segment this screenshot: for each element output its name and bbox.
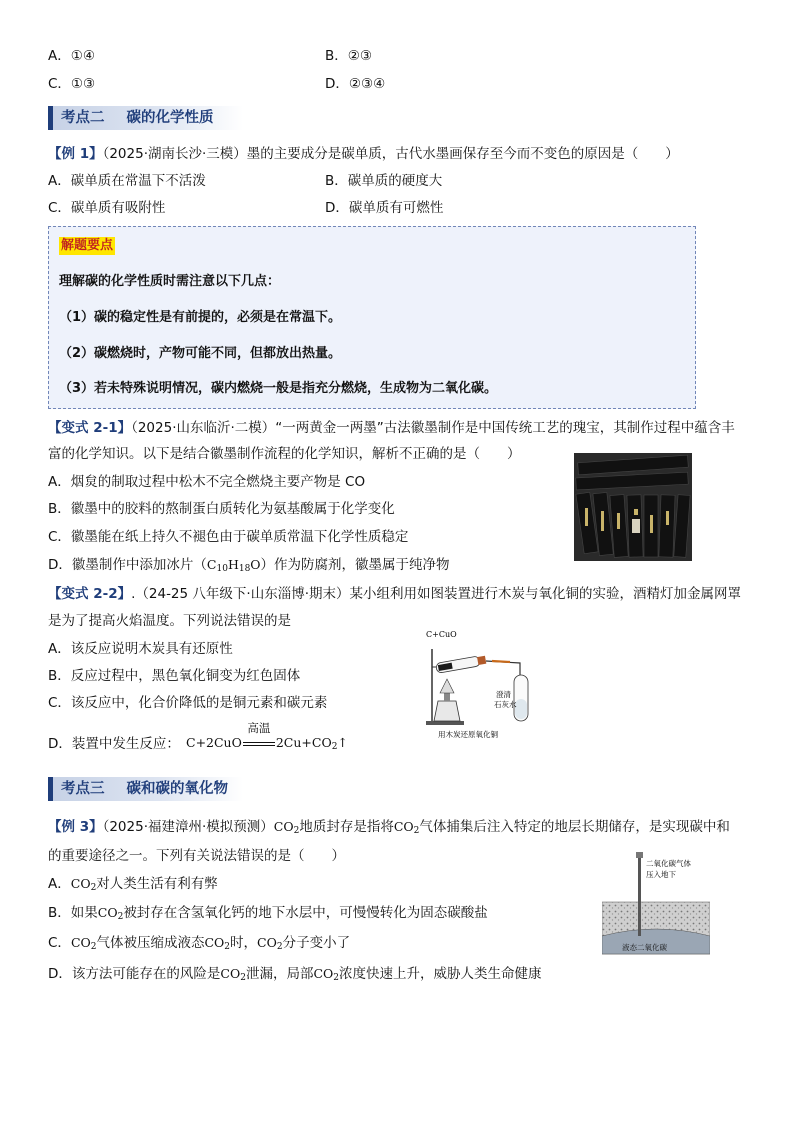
- option-c: C．①③: [48, 76, 96, 92]
- fig-label-reactants: C+CuO: [426, 630, 457, 639]
- example1-option-d: D．碳单质有可燃性: [325, 200, 444, 216]
- variant-tag: 【变式 2-2】: [48, 586, 132, 602]
- fig-label-limewater-1: 澄清: [496, 690, 511, 699]
- reaction-equation: C+2CuO 高温 $2Cu+CO_2↑$: [186, 733, 348, 757]
- tips-box: [48, 226, 696, 409]
- option-a: A．①④: [48, 48, 95, 64]
- var22-option-a: A．该反应说明木炭具有还原性: [48, 641, 233, 657]
- section-header-3: [48, 777, 243, 801]
- gas-arrow: ↑: [337, 735, 348, 750]
- var22-stem-line2: 是为了提高火焰温度。下列说法错误的是: [48, 613, 291, 629]
- section-header-2: [48, 106, 243, 130]
- fig-label-limewater-2: 石灰水: [494, 700, 517, 709]
- section-number: 考点三: [61, 781, 105, 797]
- var22-stem-line1: 【变式 2-2】.（24-25 八年级下·山东淄博·期末）某小组利用如图装置进行木炭与氧化铜的实验，酒精灯加金属网罩: [48, 586, 741, 602]
- option-d: D．②③④: [325, 76, 386, 92]
- var21-stem-line2: 富的化学知识。以下是结合徽墨制作流程的化学知识，解析不正确的是（ ）: [48, 446, 521, 462]
- example-tag: 【例 3】: [48, 819, 103, 835]
- co2-storage-figure: [602, 850, 710, 956]
- tips-point-3: （3）若未特殊说明情况，碳内燃烧一般是指充分燃烧，生成物为二氧化碳。: [59, 381, 498, 396]
- var21-stem-line1: 【变式 2-1】（2025·山东临沂·二模）“一两黄金一两墨”古法徽墨制作是中国传统工艺的瑰宝，其制作过程中蕴含丰: [48, 420, 735, 436]
- section-number: 考点二: [61, 110, 105, 126]
- var21-option-d: D．徽墨制作中添加冰片$(C_{10}H_{18}O)$作为防腐剂，徽墨属于纯净物: [48, 557, 450, 574]
- example3-option-a: A．$CO_2$对人类生活有利有弊: [48, 876, 218, 893]
- tips-intro: 理解碳的化学性质时需注意以下几点：: [59, 274, 281, 289]
- var22-option-c: C．该反应中，化合价降低的是铜元素和碳元素: [48, 695, 328, 711]
- example3-option-b: B．如果$CO_2$被封存在含氢氧化钙的地下水层中，可慢慢转化为固态碳酸盐: [48, 905, 488, 922]
- section-title: 碳和碳的氧化物: [126, 781, 228, 797]
- tips-point-2: （2）碳燃烧时，产物可能不同，但都放出热量。: [59, 346, 342, 361]
- fig-label-gas: 二氧化碳气体: [646, 859, 691, 868]
- tips-point-1: （1）碳的稳定性是有前提的，必须是在常温下。: [59, 310, 342, 325]
- var21-option-a: A．烟炱的制取过程中松木不完全燃烧主要产物是 CO: [48, 474, 366, 490]
- var21-option-b: B．徽墨中的胶料的熬制蛋白质转化为氨基酸属于化学变化: [48, 501, 395, 517]
- fig-caption: 用木炭还原氧化铜: [438, 730, 498, 739]
- option-b: B．②③: [325, 48, 372, 64]
- ink-sticks-image: [574, 453, 692, 561]
- fig-label-inject: 压入地下: [646, 870, 676, 879]
- apparatus-figure: [420, 625, 550, 741]
- section-title: 碳的化学性质: [126, 110, 214, 126]
- example1-option-c: C．碳单质有吸附性: [48, 200, 166, 216]
- example3-stem-line2: 的重要途径之一。下列有关说法错误的是（ ）: [48, 848, 345, 864]
- example1-option-b: B．碳单质的硬度大: [325, 173, 443, 189]
- fig-label-liquid: 液态二氧化碳: [622, 943, 667, 952]
- tips-title: 解题要点: [61, 238, 114, 253]
- var22-option-b: B．反应过程中，黑色氧化铜变为红色固体: [48, 668, 301, 684]
- example3-option-c: C．$CO_2$气体被压缩成液态$CO_2$时，$CO_2$分子变小了: [48, 935, 351, 952]
- example1-option-a: A．碳单质在常温下不活泼: [48, 173, 206, 189]
- example-tag: 【例 1】: [48, 146, 103, 162]
- example3-stem-line1: 【例 3】（2025·福建漳州·模拟预测）$CO_2$地质封存是指将$CO_2$气体捕集后注入特定的地层长期储存，是实现碳中和: [48, 819, 730, 836]
- example3-option-d: D．该方法可能存在的风险是$CO_2$泄漏，局部$CO_2$浓度快速上升，威胁人类生命健康: [48, 966, 542, 983]
- reaction-condition: 高温: [247, 721, 271, 735]
- var21-option-c: C．徽墨能在纸上持久不褪色由于碳单质常温下化学性质稳定: [48, 529, 409, 545]
- example1-stem: 【例 1】（2025·湖南长沙·三模）墨的主要成分是碳单质，古代水墨画保存至今而不变色的原因是（ ）: [48, 146, 679, 162]
- variant-tag: 【变式 2-1】: [48, 420, 132, 436]
- var22-option-d: D．装置中发生反应：: [48, 736, 180, 752]
